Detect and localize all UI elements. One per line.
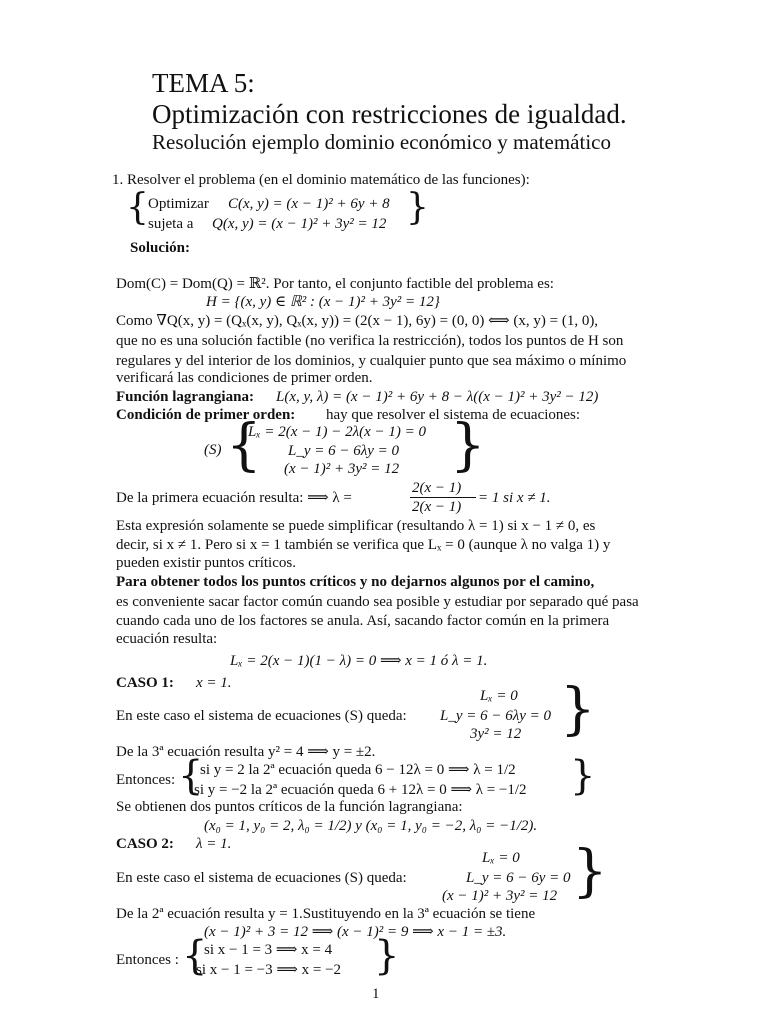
caso2-entonces: Entonces : [116, 952, 179, 968]
caso2-text: En este caso el sistema de ecuaciones (S) queda: [116, 870, 407, 886]
problem-intro: 1. Resolver el problema (en el dominio matemático de las funciones): [112, 172, 530, 188]
para-line-3: cuando cada uno de los factores se anula. Así, sacando factor común en la primera [116, 613, 610, 629]
condition-text: hay que resolver el sistema de ecuaciones: [326, 407, 581, 423]
caso1-tercera: De la 3ª ecuación resulta y² = 4 ⟹ y = ±2. [116, 744, 376, 760]
fraction-denominator: 2(x − 1) [412, 499, 462, 515]
caso2-label: CASO 2: [116, 836, 174, 852]
caso2-branch-1: si x − 1 = 3 ⟹ x = 4 [204, 942, 333, 958]
caso1-eq-2: L_y = 6 − 6λy = 0 [440, 708, 552, 724]
lagrangian-expr: L(x, y, λ) = (x − 1)² + 6y + 8 − λ((x − 1)² + 3y² − 12) [276, 389, 599, 405]
caso1-entonces-brace: { [178, 753, 204, 799]
suj-expr: Q(x, y) = (x − 1)² + 3y² = 12 [212, 216, 387, 232]
caso2-segunda: De la 2ª ecuación resulta y = 1.Sustituyendo en la 3ª ecuación se tiene [116, 906, 536, 922]
caso2-right-brace: } [572, 839, 608, 904]
caso1-label: CASO 1: [116, 675, 174, 691]
caso2-eq-2: L_y = 6 − 6y = 0 [466, 870, 571, 886]
system-eq-2: L_y = 6 − 6λy = 0 [288, 443, 400, 459]
caso1-eq-1: Lₓ = 0 [480, 688, 518, 704]
como-line-2: que no es una solución factible (no verifica la restricción), todos los puntos de H son [116, 333, 624, 349]
como-line-1: Como ∇Q(x, y) = (Qₓ(x, y), Qₓ(x, y)) = (2(x − 1), 6y) = (0, 0) ⟺ (x, y) = (1, 0), [116, 313, 599, 329]
caso1-branch-2: si y = −2 la 2ª ecuación queda 6 + 12λ = 0 ⟹ λ = −1/2 [194, 782, 527, 798]
caso2-cond: λ = 1. [196, 836, 232, 852]
caso2-entonces-brace: { [182, 933, 208, 979]
esta-line-2: decir, si x ≠ 1. Pero si x = 1 también se verifica que Lₓ = 0 (aunque λ no valga 1) y [116, 537, 611, 553]
caso1-branch-1: si y = 2 la 2ª ecuación queda 6 − 12λ = 0 ⟹ λ = 1/2 [200, 762, 516, 778]
system-eq-1: Lₓ = 2(x − 1) − 2λ(x − 1) = 0 [248, 424, 427, 440]
caso2-sust: (x − 1)² + 3 = 12 ⟹ (x − 1)² = 9 ⟹ x − 1 = ±3. [204, 924, 507, 940]
page-subtitle: Resolución ejemplo dominio económico y matemático [152, 130, 611, 154]
caso1-entonces: Entonces: [116, 772, 176, 788]
caso1-eq-3: 3y² = 12 [470, 726, 522, 742]
system-eq-3: (x − 1)² + 3y² = 12 [284, 461, 400, 477]
factor-equation: Lₓ = 2(x − 1)(1 − λ) = 0 ⟹ x = 1 ó λ = 1. [230, 653, 488, 669]
para-line-2: es conveniente sacar factor común cuando sea posible y estudiar por separado qué pasa [116, 594, 639, 610]
left-brace: { [126, 187, 149, 228]
como-line-3: regulares y del interior de los dominios, y cualquier punto que sea máximo o mínimo [116, 353, 627, 369]
como-line-4: verificará las condiciones de primer orden. [116, 370, 373, 386]
system-s-label: (S) [204, 442, 222, 458]
caso1-puntos: (x₀ = 1, y₀ = 2, λ₀ = 1/2) y (x₀ = 1, y₀ = −2, λ₀ = −1/2). [204, 818, 538, 834]
caso2-branch-2: si x − 1 = −3 ⟹ x = −2 [196, 962, 342, 978]
opt-expr: C(x, y) = (x − 1)² + 6y + 8 [228, 196, 390, 212]
caso1-cond: x = 1. [196, 675, 232, 691]
page-title: Optimización con restricciones de igualdad. [152, 99, 627, 129]
caso2-eq-1: Lₓ = 0 [482, 850, 520, 866]
primera-result: = 1 si x ≠ 1. [478, 490, 551, 506]
opt-label: Optimizar [148, 196, 209, 212]
dom-line: Dom(C) = Dom(Q) = ℝ². Por tanto, el conjunto factible del problema es: [116, 276, 554, 292]
system-right-brace: } [450, 413, 486, 478]
para-line-4: ecuación resulta: [116, 631, 218, 647]
caso1-obtienen: Se obtienen dos puntos críticos de la función lagrangiana: [116, 799, 463, 815]
caso1-right-brace: } [560, 677, 596, 742]
esta-line-3: pueden existir puntos críticos. [116, 555, 296, 571]
system-left-brace: { [226, 413, 262, 478]
tema-heading: TEMA 5: [152, 68, 255, 98]
caso1-text: En este caso el sistema de ecuaciones (S) queda: [116, 708, 407, 724]
para-bold: Para obtener todos los puntos críticos y no dejarnos algunos por el camino, [116, 574, 595, 590]
caso1-entonces-right-brace: } [570, 753, 596, 799]
lagrangian-label: Función lagrangiana: [116, 389, 254, 405]
suj-label: sujeta a [148, 216, 194, 232]
solucion-label: Solución: [130, 240, 191, 256]
h-set: H = {(x, y) ∈ ℝ² : (x − 1)² + 3y² = 12} [206, 294, 440, 310]
caso2-entonces-right-brace: } [374, 933, 400, 979]
fraction-numerator: 2(x − 1) [412, 480, 462, 496]
page-number: 1 [372, 986, 380, 1002]
esta-line-1: Esta expresión solamente se puede simplificar (resultando λ = 1) si x − 1 ≠ 0, es [116, 518, 596, 534]
right-brace: } [406, 187, 429, 228]
caso2-eq-3: (x − 1)² + 3y² = 12 [442, 888, 558, 904]
primera-ecuacion: De la primera ecuación resulta: ⟹ λ = [116, 490, 352, 506]
condition-label: Condición de primer orden: [116, 407, 296, 423]
